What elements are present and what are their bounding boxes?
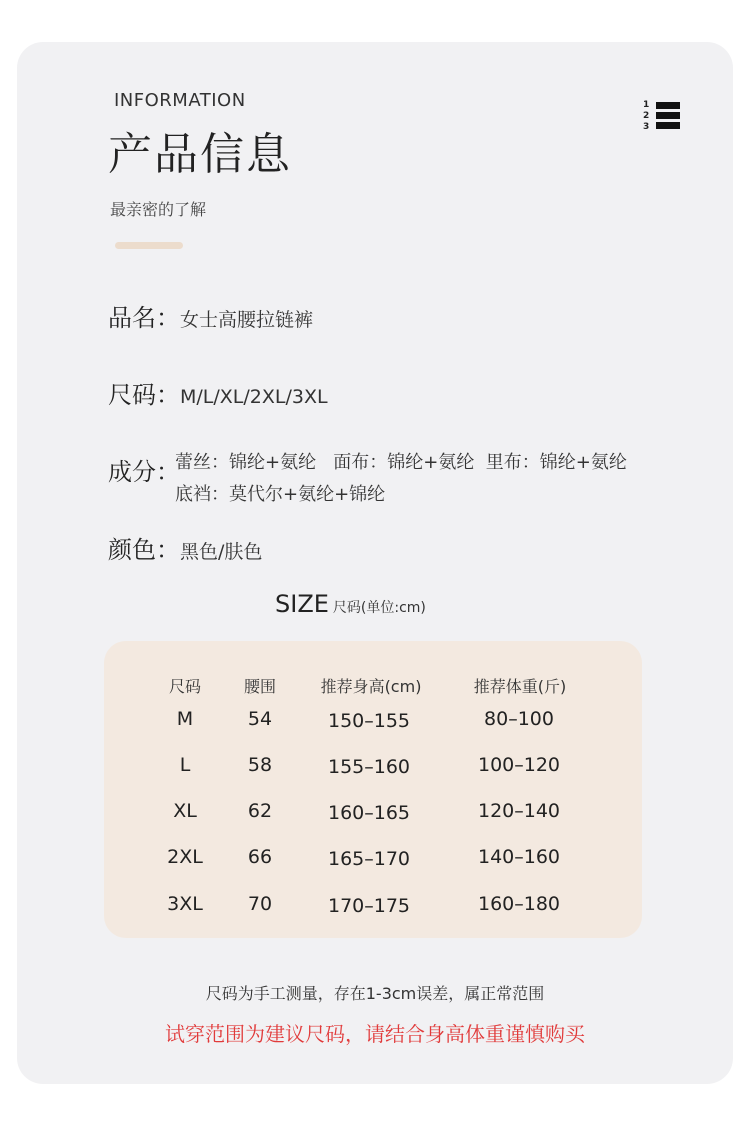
table-cell: 2XL <box>167 846 203 868</box>
table-cell: 160–165 <box>327 802 411 824</box>
table-cell: 66 <box>247 846 273 868</box>
product-name-row <box>108 298 313 333</box>
table-cell: L <box>179 754 191 776</box>
table-cell: 54 <box>247 708 273 730</box>
measurement-note: 尺码为手工测量，存在1-3cm误差，属正常范围 <box>205 984 545 1003</box>
color-row <box>108 530 262 565</box>
accent-bar <box>115 242 183 249</box>
color-value: 黑色/肤色 <box>180 541 263 563</box>
table-cell: 100–120 <box>477 754 561 776</box>
composition-line-2: 底裆：莫代尔+氨纶+锦纶 <box>175 484 386 505</box>
list-number: 1 <box>643 100 650 110</box>
composition-label: 成分： <box>108 458 180 486</box>
product-name-value: 女士高腰拉链裤 <box>180 309 314 331</box>
table-cell: 80–100 <box>484 708 554 730</box>
table-cell: 120–140 <box>477 800 561 822</box>
size-table <box>104 641 642 938</box>
table-cell: 140–160 <box>477 846 561 868</box>
list-number: 3 <box>643 122 650 132</box>
table-cell: XL <box>173 800 197 822</box>
section-title-cn: 产品信息 <box>108 129 292 180</box>
composition-line-1: 蕾丝：锦纶+氨纶 面布：锦纶+氨纶 里布：锦纶+氨纶 <box>175 452 627 473</box>
section-title-en: INFORMATION <box>114 90 246 111</box>
table-header-weight: 推荐体重(斤) <box>473 677 567 696</box>
size-title: SIZE <box>275 590 329 618</box>
table-cell: 3XL <box>167 893 203 915</box>
table-cell: 160–180 <box>477 893 561 915</box>
numbered-list-icon <box>643 100 681 134</box>
table-cell: 165–170 <box>327 848 411 870</box>
list-number: 2 <box>643 111 650 121</box>
table-cell: 150–155 <box>327 710 411 732</box>
size-section-heading <box>275 590 426 618</box>
table-cell: 70 <box>247 893 273 915</box>
size-value: M/L/XL/2XL/3XL <box>180 386 328 408</box>
product-name-label: 品名： <box>108 304 180 332</box>
table-header-waist: 腰围 <box>243 677 277 696</box>
table-header-height: 推荐身高(cm) <box>320 677 422 696</box>
color-label: 颜色： <box>108 536 180 564</box>
table-cell: 170–175 <box>327 895 411 917</box>
size-label: 尺码： <box>108 381 180 409</box>
table-header-size: 尺码 <box>168 677 202 696</box>
fit-warning: 试穿范围为建议尺码，请结合身高体重谨慎购买 <box>165 1022 585 1046</box>
table-cell: 155–160 <box>327 756 411 778</box>
table-cell: M <box>176 708 194 730</box>
section-subtitle: 最亲密的了解 <box>110 200 207 219</box>
size-unit-note: 尺码(单位:cm) <box>332 600 426 616</box>
size-row <box>108 375 328 410</box>
table-cell: 58 <box>247 754 273 776</box>
table-cell: 62 <box>247 800 273 822</box>
